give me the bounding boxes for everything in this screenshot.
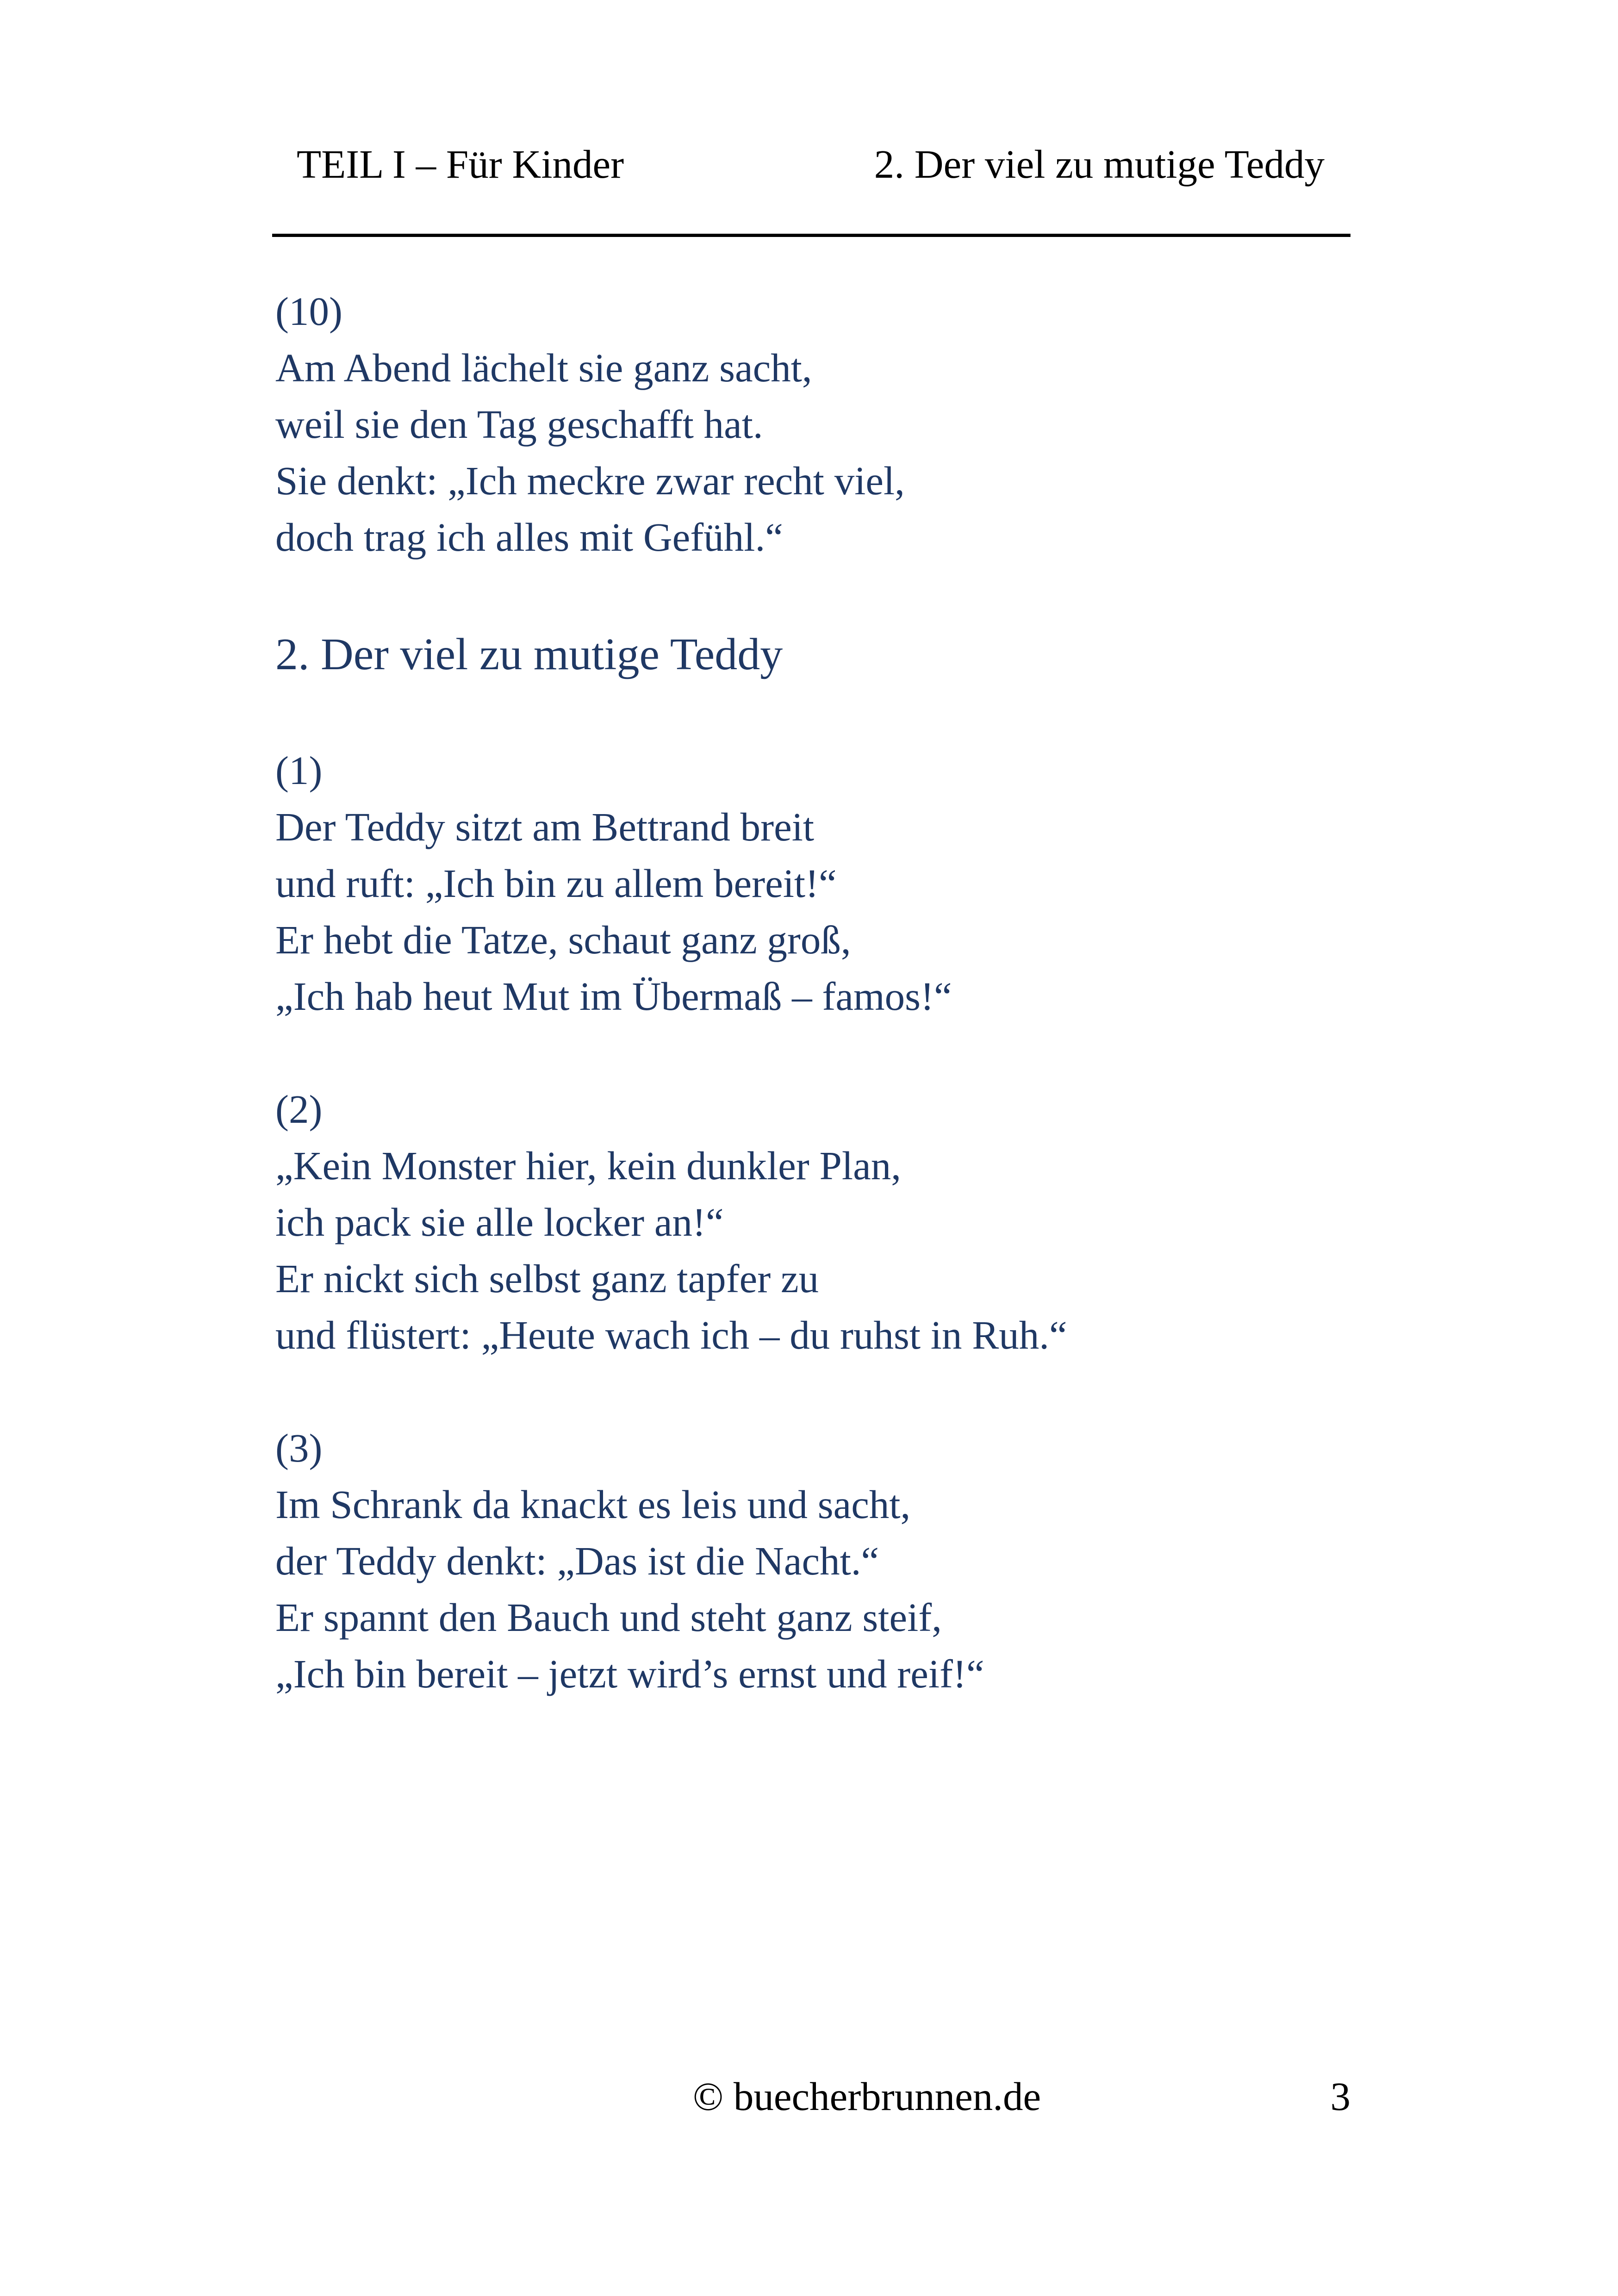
verse-line: und flüstert: „Heute wach ich – du ruhst in Ruh.“: [275, 1313, 1067, 1357]
stanza-gap: [275, 1025, 1386, 1081]
verse-line: Er nickt sich selbst ganz tapfer zu: [275, 1256, 819, 1301]
stanza-number: (2): [275, 1087, 323, 1132]
stanza-3: [275, 1420, 1386, 1702]
header-divider: [272, 234, 1350, 237]
stanza-1: [275, 742, 1386, 1025]
verse-line: Er spannt den Bauch und steht ganz steif,: [275, 1595, 942, 1640]
running-header-chapter: 2. Der viel zu mutige Teddy: [874, 142, 1325, 187]
stanza-10: [275, 283, 1386, 566]
verse-line: „Kein Monster hier, kein dunkler Plan,: [275, 1143, 901, 1188]
footer-copyright: © buecherbrunnen.de: [693, 2074, 1041, 2119]
verse-line: weil sie den Tag geschafft hat.: [275, 402, 763, 447]
verse-line: „Ich bin bereit – jetzt wird’s ernst und reif!“: [275, 1651, 984, 1696]
verse-line: Im Schrank da knackt es leis und sacht,: [275, 1482, 911, 1527]
page-number: 3: [1330, 2074, 1350, 2119]
running-header-section: TEIL I – Für Kinder: [297, 142, 624, 187]
stanza-number: (3): [275, 1425, 323, 1470]
verse-line: Der Teddy sitzt am Bettrand breit: [275, 804, 815, 849]
verse-line: doch trag ich alles mit Gefühl.“: [275, 515, 783, 560]
verse-line: ich pack sie alle locker an!“: [275, 1200, 724, 1244]
stanza-number: (10): [275, 289, 342, 334]
stanza-gap: [275, 1363, 1386, 1420]
stanza-number: (1): [275, 748, 323, 793]
verse-line: Er hebt die Tatze, schaut ganz groß,: [275, 917, 851, 962]
verse-line: Sie denkt: „Ich meckre zwar recht viel,: [275, 458, 905, 503]
verse-line: „Ich hab heut Mut im Übermaß – famos!“: [275, 974, 952, 1019]
verse-line: der Teddy denkt: „Das ist die Nacht.“: [275, 1538, 879, 1583]
page-body: [275, 283, 1386, 1702]
verse-line: und ruft: „Ich bin zu allem bereit!“: [275, 861, 837, 906]
verse-line: Am Abend lächelt sie ganz sacht,: [275, 345, 812, 390]
stanza-2: [275, 1081, 1386, 1363]
chapter-heading: 2. Der viel zu mutige Teddy: [275, 629, 783, 679]
